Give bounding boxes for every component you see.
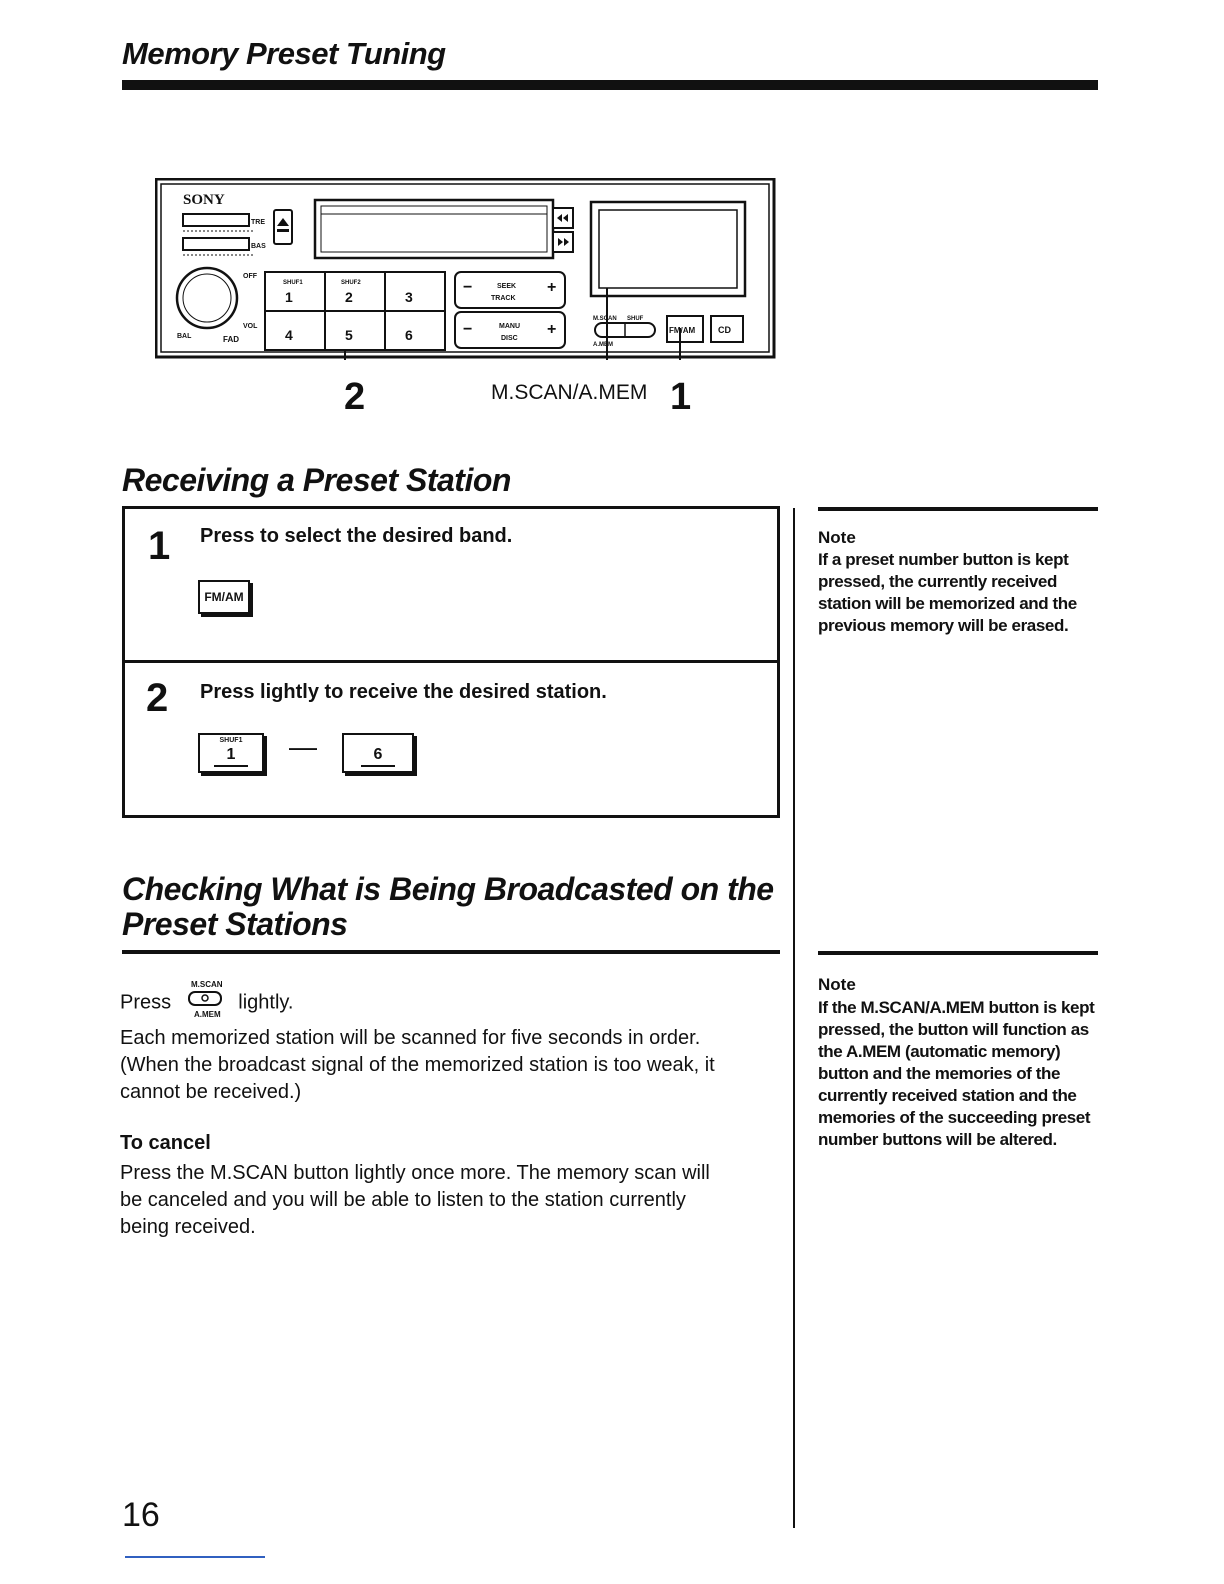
svg-text:SHUF: SHUF (627, 316, 644, 322)
preset-3-label: 3 (405, 289, 413, 305)
preset-6-button-icon: 6 (342, 733, 414, 773)
svg-text:MANU: MANU (499, 323, 520, 330)
checking-rule (122, 950, 780, 954)
svg-text:CD: CD (718, 325, 731, 335)
preset-2-label: 2 (345, 289, 353, 305)
note-2-title: Note (818, 975, 856, 994)
cancel-title: To cancel (120, 1132, 211, 1154)
column-divider (793, 508, 795, 1528)
svg-text:DISC: DISC (501, 335, 518, 342)
fmam-button-icon: FM/AM (198, 580, 250, 614)
range-dash: — (289, 731, 317, 762)
checking-heading: Checking What is Being Broadcasted on the Preset Stations (122, 871, 774, 942)
svg-text:BAL: BAL (177, 333, 192, 340)
svg-text:VOL: VOL (243, 323, 258, 330)
svg-text:FAD: FAD (223, 335, 239, 344)
preset-1-label: 1 (285, 289, 293, 305)
note-1-rule (818, 507, 1098, 511)
title-rule (122, 80, 1098, 90)
footer-line (125, 1556, 265, 1558)
press-word: Press (120, 991, 172, 1014)
svg-text:M.SCAN: M.SCAN (190, 980, 223, 989)
preset-button-group (265, 272, 445, 350)
mscan-button-icon (183, 979, 227, 1027)
preset-4-label: 4 (285, 327, 293, 343)
cancel-text: Press the M.SCAN button lightly once more. The memory scan will be canceled and you will be able to listen to the station currently being received. (120, 1162, 710, 1238)
step-1-number: 1 (148, 524, 171, 568)
note-1-text: If a preset number button is kept pressed, the currently received station will be memorized and the previous memory will be erased. (818, 550, 1077, 635)
callout-mscan-label: M.SCAN/A.MEM (491, 381, 648, 404)
svg-text:A.MEM: A.MEM (593, 342, 613, 348)
svg-text:+: + (547, 321, 557, 338)
receiving-heading: Receiving a Preset Station (122, 462, 511, 498)
note-2-text: If the M.SCAN/A.MEM button is kept pressed, the button will function as the A.MEM (automatic memory) button and the memories of the currently received station and the memories of the succeeding preset number buttons will be altered. (818, 998, 1095, 1149)
step-2-text: Press lightly to receive the desired station. (200, 681, 607, 703)
note-1-title: Note (818, 528, 856, 547)
lightly-word: lightly. (238, 991, 294, 1014)
note-2-rule (818, 951, 1098, 955)
svg-text:TRE: TRE (251, 219, 265, 226)
step-1-text: Press to select the desired band. (200, 525, 513, 547)
svg-text:+: + (547, 279, 557, 296)
svg-text:OFF: OFF (243, 273, 257, 280)
svg-text:BAS: BAS (251, 243, 266, 250)
steps-divider (122, 660, 780, 663)
press-instruction (120, 979, 293, 1027)
step-2-number: 2 (146, 676, 169, 720)
svg-text:SEEK: SEEK (497, 283, 517, 290)
svg-text:FM/AM: FM/AM (669, 326, 696, 335)
callout-number-2: 2 (344, 376, 366, 418)
scan-description: Each memorized station will be scanned for five seconds in order. (When the broadcast signal of the memorized station is too weak, it cannot be received.) (120, 1027, 715, 1103)
svg-text:−: − (463, 279, 473, 296)
page-number: 16 (122, 1496, 160, 1534)
callout-number-1: 1 (670, 376, 692, 418)
car-stereo-illustration (155, 178, 777, 360)
preset-1-button-icon: SHUF1 1 (198, 733, 264, 773)
svg-text:SHUF2: SHUF2 (341, 280, 361, 286)
svg-text:A.MEM: A.MEM (193, 1010, 221, 1019)
preset-5-label: 5 (345, 327, 353, 343)
brand-logo: SONY (183, 192, 225, 208)
svg-text:−: − (463, 321, 473, 338)
svg-text:SHUF1: SHUF1 (283, 280, 303, 286)
page-title: Memory Preset Tuning (122, 36, 446, 71)
preset-6-label: 6 (405, 327, 413, 343)
svg-text:TRACK: TRACK (491, 295, 516, 302)
svg-text:M.SCAN: M.SCAN (593, 316, 617, 322)
